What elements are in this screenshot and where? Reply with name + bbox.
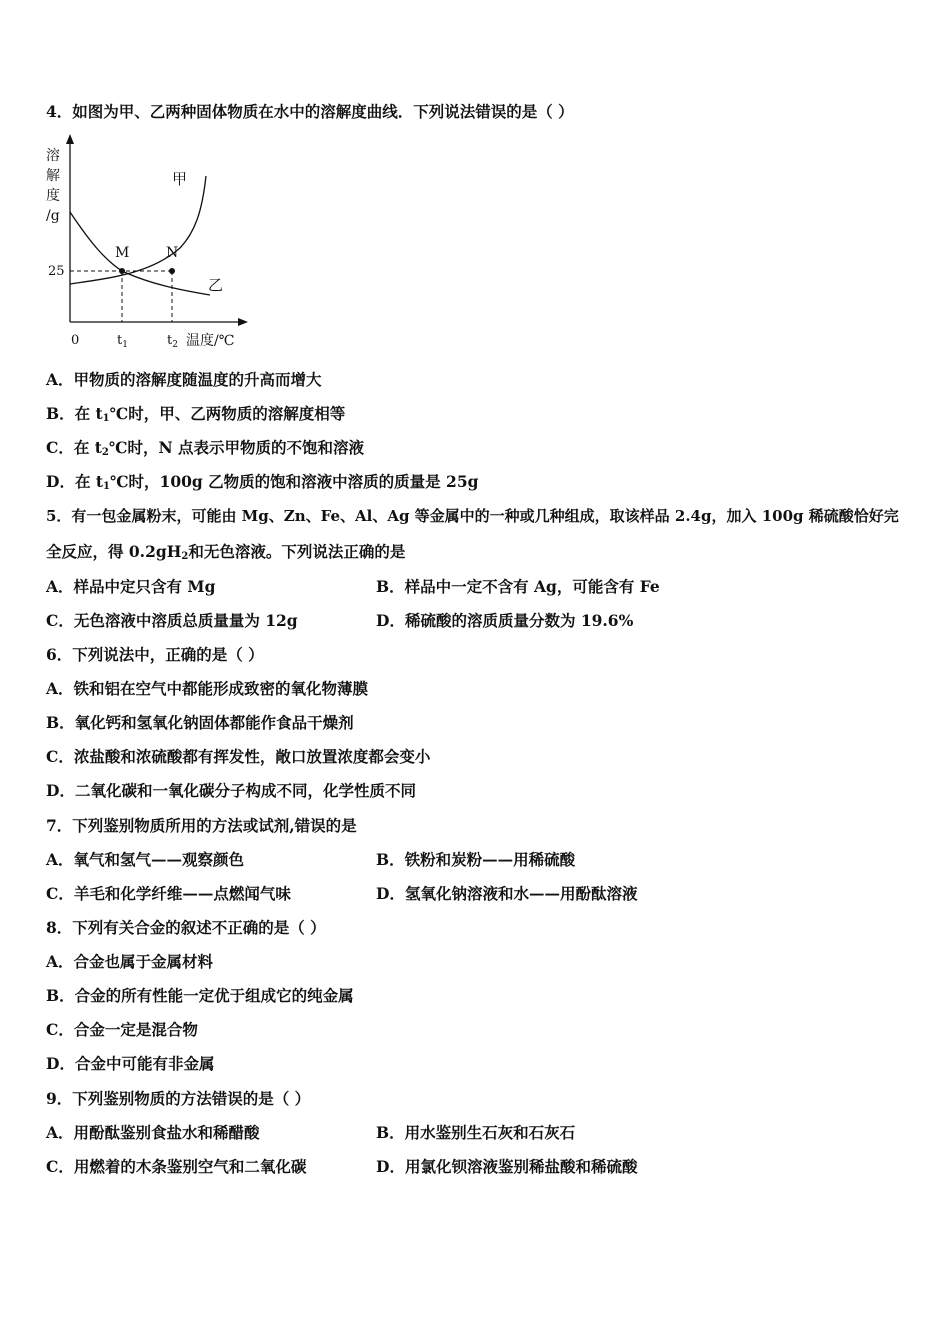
q8-option-a: A．合金也属于金属材料 bbox=[46, 952, 214, 971]
q9-option-c: C．用燃着的木条鉴别空气和二氧化碳 bbox=[46, 1157, 307, 1176]
y-label-char-1: 溶 bbox=[46, 148, 60, 164]
y-label-char-3: 度 bbox=[46, 188, 60, 204]
q4-option-c: C．在 $t_2℃$时，N 点表示甲物质的不饱和溶液 bbox=[46, 438, 365, 458]
solubility-graph bbox=[40, 132, 260, 362]
y-tick-25: 25 bbox=[48, 264, 65, 279]
q5-option-d: D．稀硫酸的溶质质量分数为 19.6% bbox=[376, 611, 634, 630]
q9-option-a: A．用酚酞鉴别食盐水和稀醋酸 bbox=[46, 1123, 260, 1142]
q4-option-a: A．甲物质的溶解度随温度的升高而增大 bbox=[46, 370, 322, 389]
q4-option-b: B．在 $t_1℃$时，甲、乙两物质的溶解度相等 bbox=[46, 404, 346, 424]
point-m-label: M bbox=[115, 245, 130, 261]
q7-option-c: C．羊毛和化学纤维——点燃闻气味 bbox=[46, 884, 291, 903]
point-n-dot bbox=[169, 268, 175, 274]
q7-stem: 7．下列鉴别物质所用的方法或试剂,错误的是 bbox=[46, 816, 357, 835]
q8-stem: 8．下列有关合金的叙述不正确的是（ ） bbox=[46, 918, 326, 937]
q6-option-c: C．浓盐酸和浓硫酸都有挥发性，敞口放置浓度都会变小 bbox=[46, 747, 431, 766]
q8-option-c: C．合金一定是混合物 bbox=[46, 1020, 198, 1039]
curve-jia-label: 甲 bbox=[172, 170, 188, 188]
q6-option-a: A．铁和铝在空气中都能形成致密的氧化物薄膜 bbox=[46, 679, 369, 698]
q5-option-c: C．无色溶液中溶质总质量量为 12g bbox=[46, 611, 298, 630]
q6-option-b: B．氧化钙和氢氧化钠固体都能作食品干燥剂 bbox=[46, 713, 354, 732]
x-axis-arrow bbox=[238, 318, 248, 326]
q7-option-d: D．氢氧化钠溶液和水——用酚酞溶液 bbox=[376, 884, 638, 903]
x-tick-t1: $t_1$ bbox=[117, 333, 128, 350]
q4-option-d: D．在 $t_1℃$时，100g 乙物质的饱和溶液中溶质的质量是 25g bbox=[46, 472, 479, 492]
q8-option-b: B．合金的所有性能一定优于组成它的纯金属 bbox=[46, 986, 354, 1005]
q7-option-b: B．铁粉和炭粉——用稀硫酸 bbox=[376, 850, 576, 869]
y-label-char-2: 解 bbox=[46, 168, 60, 184]
q7-option-a: A．氧气和氢气——观察颜色 bbox=[46, 850, 245, 869]
point-m-dot bbox=[119, 268, 125, 274]
curve-yi bbox=[70, 212, 210, 295]
q5-stem-line1: 5．有一包金属粉末，可能由 Mg、Zn、Fe、Al、Ag 等金属中的一种或几种组成，取该样品 2.4g，加入 100g 稀硫酸恰好完 bbox=[46, 507, 899, 525]
q5-option-b: B．样品中一定不含有 Ag，可能含有 Fe bbox=[376, 577, 660, 596]
origin-label: 0 bbox=[71, 333, 80, 348]
x-axis-label: 温度/℃ bbox=[186, 333, 235, 349]
y-axis-arrow bbox=[66, 134, 74, 144]
q9-stem: 9．下列鉴别物质的方法错误的是（ ） bbox=[46, 1089, 311, 1108]
q9-option-b: B．用水鉴别生石灰和石灰石 bbox=[376, 1123, 576, 1142]
q9-option-d: D．用氯化钡溶液鉴别稀盐酸和稀硫酸 bbox=[376, 1157, 638, 1176]
q5-stem-line2: 全反应，得 $0.2gH_2$和无色溶液。下列说法正确的是 bbox=[46, 542, 406, 562]
q6-stem: 6．下列说法中，正确的是（ ） bbox=[46, 645, 264, 664]
point-n-label: N bbox=[166, 245, 179, 261]
curve-jia bbox=[70, 176, 206, 284]
q4-stem: 4．如图为甲、乙两种固体物质在水中的溶解度曲线．下列说法错误的是（ ） bbox=[46, 102, 574, 121]
x-tick-t2: $t_2$ bbox=[167, 333, 178, 350]
q5-option-a: A．样品中定只含有 Mg bbox=[46, 577, 216, 596]
y-label-char-4: /g bbox=[46, 208, 60, 224]
q8-option-d: D．合金中可能有非金属 bbox=[46, 1054, 215, 1073]
q6-option-d: D．二氧化碳和一氧化碳分子构成不同，化学性质不同 bbox=[46, 781, 416, 800]
curve-yi-label: 乙 bbox=[208, 276, 224, 294]
